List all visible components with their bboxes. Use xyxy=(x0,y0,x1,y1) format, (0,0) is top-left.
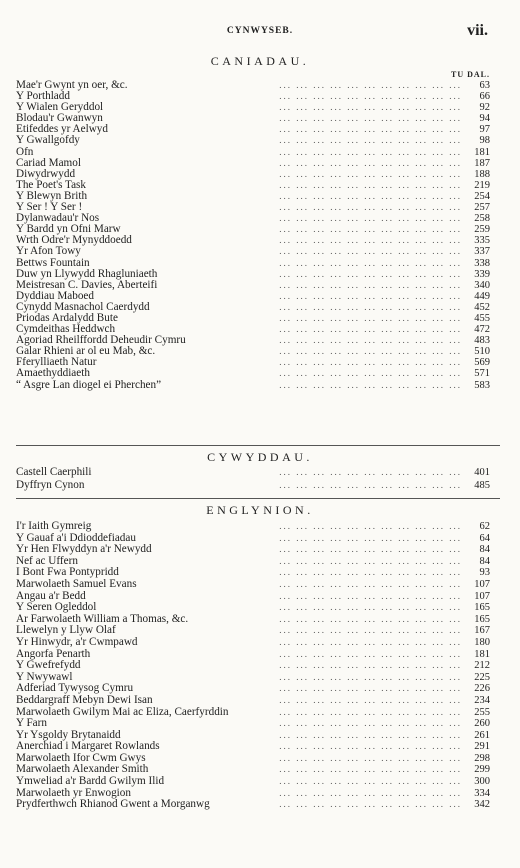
entry-page-number: 298 xyxy=(474,752,490,764)
entry-title: Meistresan C. Davies, Aberteifi xyxy=(16,278,158,291)
contents-entry xyxy=(16,466,490,479)
page-column-header: TU DAL. xyxy=(450,70,490,79)
contents-entry xyxy=(16,799,490,811)
entry-title: “ Asgre Lan diogel ei Pherchen” xyxy=(16,378,162,391)
entry-title: Etifeddes yr Aelwyd xyxy=(16,123,108,136)
entry-page-number: 187 xyxy=(474,157,490,169)
entry-title: Duw yn Llywydd Rhagluniaeth xyxy=(16,267,158,280)
entry-page-number: 401 xyxy=(474,467,490,478)
entry-page-number: 510 xyxy=(474,346,490,358)
contents-entry xyxy=(16,191,490,202)
dot-leader: ... ... ... ... ... ... ... ... ... ... ... xyxy=(279,135,462,146)
entry-title: Yr Hinwydr, a'r Cwmpawd xyxy=(16,635,138,648)
contents-entry xyxy=(16,169,490,180)
entry-title: Angau a'r Bedd xyxy=(16,589,86,602)
entry-page-number: 64 xyxy=(479,532,490,544)
entry-title: Anerchiad i Margaret Rowlands xyxy=(16,740,160,753)
entry-title: Marwolaeth Samuel Evans xyxy=(16,577,137,590)
dot-leader: ... ... ... ... ... ... ... ... ... ... ... xyxy=(279,590,462,601)
dot-leader: ... ... ... ... ... ... ... ... ... ... ... xyxy=(279,521,462,531)
entry-page-number: 107 xyxy=(474,590,490,602)
dot-leader: ... ... ... ... ... ... ... ... ... ... ... xyxy=(279,764,462,775)
entry-page-number: 340 xyxy=(474,279,490,291)
dot-leader: ... ... ... ... ... ... ... ... ... ... ... xyxy=(279,729,462,740)
entry-page-number: 98 xyxy=(479,135,490,147)
dot-leader: ... ... ... ... ... ... ... ... ... ... ... xyxy=(279,102,462,113)
entry-page-number: 226 xyxy=(474,683,490,695)
entry-title: Prydferthwch Rhianod Gwent a Morganwg xyxy=(16,798,210,811)
entry-page-number: 257 xyxy=(474,202,490,214)
entry-page-number: 165 xyxy=(474,602,490,614)
dot-leader: ... ... ... ... ... ... ... ... ... ... ... xyxy=(279,279,462,290)
entry-page-number: 212 xyxy=(474,660,490,672)
entry-title: Blodau'r Gwanwyn xyxy=(16,112,103,125)
dot-leader: ... ... ... ... ... ... ... ... ... ... ... xyxy=(279,179,462,190)
entry-title: Cynydd Masnachol Caerdydd xyxy=(16,300,150,313)
entry-page-number: 84 xyxy=(479,555,490,567)
dot-leader: ... ... ... ... ... ... ... ... ... ... ... xyxy=(279,357,462,368)
contents-entry xyxy=(16,602,490,614)
dot-leader: ... ... ... ... ... ... ... ... ... ... ... xyxy=(279,544,462,555)
entry-page-number: 452 xyxy=(474,301,490,313)
entry-title: Marwolaeth Gwilym Mai ac Eliza, Caerfyrddin xyxy=(16,705,229,718)
page-number: vii. xyxy=(467,22,488,39)
section-heading-caniadau: CANIADAU. xyxy=(210,54,310,68)
dot-leader: ... ... ... ... ... ... ... ... ... ... ... xyxy=(279,224,462,235)
entry-title: Amaethyddiaeth xyxy=(16,367,90,380)
dot-leader: ... ... ... ... ... ... ... ... ... ... ... xyxy=(279,776,462,787)
entry-page-number: 225 xyxy=(474,671,490,683)
entry-page-number: 449 xyxy=(474,290,490,302)
dot-leader: ... ... ... ... ... ... ... ... ... ... ... xyxy=(279,625,462,636)
entry-page-number: 571 xyxy=(474,368,490,380)
entry-title: Cymdeithas Heddwch xyxy=(16,323,116,336)
dot-leader: ... ... ... ... ... ... ... ... ... ... ... xyxy=(279,567,462,578)
dot-leader: ... ... ... ... ... ... ... ... ... ... ... xyxy=(279,648,462,659)
entry-title: Y Seren Ogleddol xyxy=(16,601,97,614)
contents-entry xyxy=(16,235,490,246)
entry-page-number: 165 xyxy=(474,613,490,625)
entry-title: Angorfa Penarth xyxy=(16,647,91,660)
entry-page-number: 62 xyxy=(479,521,490,532)
entry-page-number: 94 xyxy=(479,113,490,125)
section-rule xyxy=(16,498,500,499)
entry-title: Yr Afon Towy xyxy=(16,245,81,258)
entry-title: Ar Farwolaeth William a Thomas, &c. xyxy=(16,612,189,625)
entry-page-number: 92 xyxy=(479,102,490,114)
section-heading-cywyddau: CYWYDDAU. xyxy=(207,450,313,464)
contents-entry xyxy=(16,80,490,91)
contents-entry xyxy=(16,579,490,591)
entry-title: Diwydrwydd xyxy=(16,167,76,180)
entry-title: Y Farn xyxy=(16,717,47,730)
contents-entry xyxy=(16,158,490,169)
entry-page-number: 299 xyxy=(474,764,490,776)
entry-page-number: 66 xyxy=(479,91,490,103)
dot-leader: ... ... ... ... ... ... ... ... ... ... ... xyxy=(279,741,462,752)
entry-page-number: 258 xyxy=(474,213,490,225)
dot-leader: ... ... ... ... ... ... ... ... ... ... ... xyxy=(279,752,462,763)
entry-title: Galar Rhieni ar ol eu Mab, &c. xyxy=(16,345,156,358)
running-title: CYNWYSEB. xyxy=(226,26,294,36)
contents-entry xyxy=(16,135,490,146)
entry-title: Y Gwallgofdy xyxy=(16,134,80,147)
contents-entry xyxy=(16,695,490,707)
contents-entry xyxy=(16,258,490,269)
contents-entry xyxy=(16,180,490,191)
entry-title: Yr Hen Flwyddyn a'r Newydd xyxy=(16,543,152,556)
section-entries-caniadau xyxy=(16,80,490,391)
entry-page-number: 188 xyxy=(474,168,490,180)
dot-leader: ... ... ... ... ... ... ... ... ... ... ... xyxy=(279,467,462,477)
contents-entry xyxy=(16,544,490,556)
contents-entry xyxy=(16,124,490,135)
entry-title: Y Wialen Geryddol xyxy=(16,101,104,114)
entry-title: Nef ac Uffern xyxy=(16,554,78,567)
dot-leader: ... ... ... ... ... ... ... ... ... ... ... xyxy=(279,213,462,224)
entry-title: Y Blewyn Brith xyxy=(16,189,88,202)
entry-title: Marwolaeth Alexander Smith xyxy=(16,763,149,776)
entry-page-number: 107 xyxy=(474,578,490,590)
dot-leader: ... ... ... ... ... ... ... ... ... ... ... xyxy=(279,124,462,135)
entry-title: Fferylliaeth Natur xyxy=(16,356,97,369)
contents-entry xyxy=(16,660,490,672)
dot-leader: ... ... ... ... ... ... ... ... ... ... ... xyxy=(279,706,462,717)
dot-leader: ... ... ... ... ... ... ... ... ... ... ... xyxy=(279,694,462,705)
entry-title: Y Ser ! Y Ser ! xyxy=(16,201,83,214)
entry-page-number: 254 xyxy=(474,190,490,202)
entry-page-number: 259 xyxy=(474,224,490,236)
entry-page-number: 337 xyxy=(474,246,490,258)
dot-leader: ... ... ... ... ... ... ... ... ... ... ... xyxy=(279,324,462,335)
entry-page-number: 335 xyxy=(474,235,490,247)
entry-page-number: 291 xyxy=(474,741,490,753)
entry-title: Y Bardd yn Ofni Marw xyxy=(16,223,121,236)
entry-page-number: 261 xyxy=(474,729,490,741)
entry-title: Llewelyn y Llyw Olaf xyxy=(16,624,116,637)
entry-page-number: 167 xyxy=(474,625,490,637)
dot-leader: ... ... ... ... ... ... ... ... ... ... ... xyxy=(279,368,462,379)
entry-title: Dyffryn Cynon xyxy=(16,478,85,491)
dot-leader: ... ... ... ... ... ... ... ... ... ... ... xyxy=(279,257,462,268)
dot-leader: ... ... ... ... ... ... ... ... ... ... ... xyxy=(279,671,462,682)
dot-leader: ... ... ... ... ... ... ... ... ... ... ... xyxy=(279,168,462,179)
entry-page-number: 93 xyxy=(479,567,490,579)
entry-page-number: 181 xyxy=(474,146,490,158)
dot-leader: ... ... ... ... ... ... ... ... ... ... ... xyxy=(279,532,462,543)
contents-entry xyxy=(16,718,490,730)
entry-page-number: 84 xyxy=(479,544,490,556)
entry-title: Castell Caerphili xyxy=(16,466,92,478)
entry-title: Priodas Ardalydd Bute xyxy=(16,311,118,324)
entry-page-number: 180 xyxy=(474,636,490,648)
entry-page-number: 234 xyxy=(474,694,490,706)
entry-title: Ofn xyxy=(16,145,34,158)
entry-title: Cariad Mamol xyxy=(16,156,81,169)
entry-page-number: 97 xyxy=(479,124,490,136)
entry-title: Adferiad Tywysog Cymru xyxy=(16,682,134,695)
entry-title: Yr Ysgoldy Brytanaidd xyxy=(16,728,121,741)
entry-title: Ymweliad a'r Bardd Gwilym Ilid xyxy=(16,775,165,788)
dot-leader: ... ... ... ... ... ... ... ... ... ... ... xyxy=(279,246,462,257)
dot-leader: ... ... ... ... ... ... ... ... ... ... ... xyxy=(279,683,462,694)
dot-leader: ... ... ... ... ... ... ... ... ... ... ... xyxy=(279,787,462,798)
entry-page-number: 260 xyxy=(474,718,490,730)
dot-leader: ... ... ... ... ... ... ... ... ... ... ... xyxy=(279,146,462,157)
contents-entry xyxy=(16,479,490,492)
dot-leader: ... ... ... ... ... ... ... ... ... ... ... xyxy=(279,290,462,301)
dot-leader: ... ... ... ... ... ... ... ... ... ... ... xyxy=(279,91,462,102)
entry-title: Mae'r Gwynt yn oer, &c. xyxy=(16,79,128,91)
entry-title: Marwolaeth yr Enwogion xyxy=(16,786,131,799)
entry-page-number: 583 xyxy=(474,379,490,391)
dot-leader: ... ... ... ... ... ... ... ... ... ... ... xyxy=(279,718,462,729)
section-rule xyxy=(16,445,500,446)
contents-entry xyxy=(16,776,490,788)
entry-page-number: 455 xyxy=(474,312,490,324)
entry-page-number: 485 xyxy=(474,479,490,491)
dot-leader: ... ... ... ... ... ... ... ... ... ... ... xyxy=(279,602,462,613)
entry-title: Dylanwadau'r Nos xyxy=(16,212,100,225)
dot-leader: ... ... ... ... ... ... ... ... ... ... ... xyxy=(279,312,462,323)
section-heading-englynion: ENGLYNION. xyxy=(206,503,314,517)
dot-leader: ... ... ... ... ... ... ... ... ... ... ... xyxy=(279,660,462,671)
entry-title: Wrth Odre'r Mynyddoedd xyxy=(16,234,132,247)
dot-leader: ... ... ... ... ... ... ... ... ... ... ... xyxy=(279,113,462,124)
entry-page-number: 342 xyxy=(474,799,490,811)
entry-page-number: 219 xyxy=(474,179,490,191)
contents-entry xyxy=(16,637,490,649)
dot-leader: ... ... ... ... ... ... ... ... ... ... ... xyxy=(279,190,462,201)
dot-leader: ... ... ... ... ... ... ... ... ... ... ... xyxy=(279,157,462,168)
entry-title: I'r Iaith Gymreig xyxy=(16,520,92,532)
dot-leader: ... ... ... ... ... ... ... ... ... ... ... xyxy=(279,479,462,490)
contents-entry xyxy=(16,147,490,158)
contents-entry xyxy=(16,707,490,719)
entry-page-number: 300 xyxy=(474,776,490,788)
contents-entry xyxy=(16,521,490,533)
entry-title: Bettws Fountain xyxy=(16,256,90,269)
entry-title: Beddargraff Mebyn Dewi Isan xyxy=(16,693,153,706)
dot-leader: ... ... ... ... ... ... ... ... ... ... ... xyxy=(279,335,462,346)
entry-page-number: 339 xyxy=(474,268,490,280)
entry-title: Dyddiau Maboed xyxy=(16,289,94,302)
dot-leader: ... ... ... ... ... ... ... ... ... ... ... xyxy=(279,636,462,647)
contents-entry xyxy=(16,649,490,661)
entry-title: Marwolaeth Ifor Cwm Gwys xyxy=(16,751,146,764)
entry-page-number: 472 xyxy=(474,324,490,336)
dot-leader: ... ... ... ... ... ... ... ... ... ... ... xyxy=(279,799,462,810)
entry-page-number: 181 xyxy=(474,648,490,660)
entry-page-number: 334 xyxy=(474,787,490,799)
entry-title: Y Gauaf a'i Ddioddefiadau xyxy=(16,531,136,544)
entry-title: Agoriad Rheilffordd Deheudir Cymru xyxy=(16,334,186,347)
contents-entry xyxy=(16,246,490,257)
entry-page-number: 255 xyxy=(474,706,490,718)
entry-page-number: 569 xyxy=(474,357,490,369)
entry-title: I Bont Fwa Pontypridd xyxy=(16,566,119,579)
dot-leader: ... ... ... ... ... ... ... ... ... ... ... xyxy=(279,578,462,589)
entry-title: Y Gwefrefydd xyxy=(16,659,81,672)
dot-leader: ... ... ... ... ... ... ... ... ... ... ... xyxy=(279,235,462,246)
dot-leader: ... ... ... ... ... ... ... ... ... ... ... xyxy=(279,555,462,566)
dot-leader: ... ... ... ... ... ... ... ... ... ... ... xyxy=(279,301,462,312)
dot-leader: ... ... ... ... ... ... ... ... ... ... ... xyxy=(279,268,462,279)
entry-title: The Poet's Task xyxy=(16,178,87,191)
dot-leader: ... ... ... ... ... ... ... ... ... ... ... xyxy=(279,346,462,357)
entry-title: Y Nwywawl xyxy=(16,670,73,683)
dot-leader: ... ... ... ... ... ... ... ... ... ... ... xyxy=(279,613,462,624)
dot-leader: ... ... ... ... ... ... ... ... ... ... ... xyxy=(279,379,462,390)
entry-page-number: 483 xyxy=(474,335,490,347)
contents-entry xyxy=(16,380,490,391)
entry-title: Y Porthladd xyxy=(16,90,70,103)
entry-page-number: 338 xyxy=(474,257,490,269)
contents-entry xyxy=(16,368,490,379)
dot-leader: ... ... ... ... ... ... ... ... ... ... ... xyxy=(279,202,462,213)
section-entries-englynion xyxy=(16,521,490,811)
running-head xyxy=(0,22,520,42)
entry-page-number: 63 xyxy=(479,80,490,91)
dot-leader: ... ... ... ... ... ... ... ... ... ... ... xyxy=(279,80,462,90)
section-entries-cywyddau xyxy=(16,466,490,491)
